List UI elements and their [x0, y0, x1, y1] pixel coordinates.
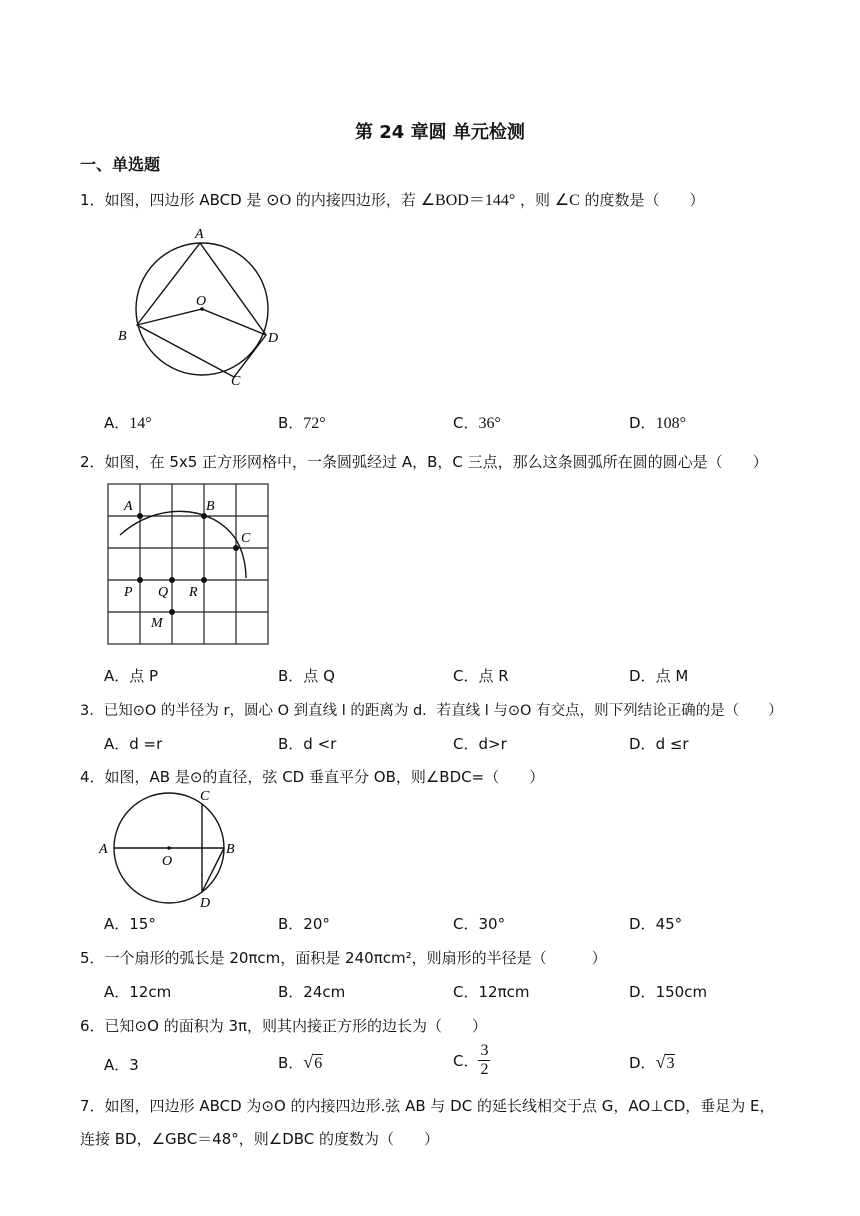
- question-1: [80, 187, 705, 210]
- sqrt-symbol: √: [655, 1052, 666, 1072]
- question-text: 如图，四边形 ABCD 是: [104, 191, 267, 209]
- option-b[interactable]: B．72°: [278, 414, 326, 432]
- point-r: [201, 577, 207, 583]
- sqrt-radicand: 6: [314, 1055, 323, 1072]
- label-p: P: [124, 585, 133, 600]
- q4-figure: [96, 786, 246, 910]
- question-number: 3．: [80, 703, 104, 719]
- angle-expression: ∠BOD＝144°: [420, 192, 516, 209]
- option-c[interactable]: C．点 R: [453, 667, 509, 685]
- label-o: O: [196, 294, 207, 309]
- option-d[interactable]: D．45°: [629, 915, 683, 933]
- label-m: M: [151, 616, 163, 631]
- option-d[interactable]: D．点 M: [629, 667, 689, 685]
- label-c: C: [200, 789, 210, 804]
- arc: [120, 511, 246, 578]
- label-b: B: [206, 499, 215, 514]
- q5-options: [104, 981, 804, 1003]
- point-c: [233, 545, 239, 551]
- point-p: [137, 577, 143, 583]
- question-number: 7．: [80, 1097, 105, 1115]
- label-a: A: [99, 842, 108, 857]
- question-number: 4．: [80, 768, 105, 786]
- question-text: ，则: [515, 191, 555, 209]
- option-b[interactable]: B．点 Q: [278, 667, 335, 685]
- question-number: 5．: [80, 949, 105, 967]
- question-text: 如图，在 5x5 正方形网格中，一条圆弧经过 A，B，C 三点，那么这条圆弧所在圆的圆心是（ ）: [104, 453, 768, 471]
- point-a: [137, 513, 143, 519]
- circle-symbol: ⊙O: [266, 192, 292, 209]
- option-a[interactable]: A．d =r: [104, 735, 163, 753]
- question-text: 的度数是（ ）: [579, 191, 705, 209]
- option-a[interactable]: A．15°: [104, 915, 156, 933]
- option-a[interactable]: A．12cm: [104, 983, 172, 1001]
- option-b[interactable]: B．√6: [278, 1052, 323, 1072]
- point-q: [169, 577, 175, 583]
- question-2: [80, 451, 768, 472]
- question-number: 2．: [80, 453, 105, 471]
- question-7-line-2: 连接 BD，∠GBC＝48°，则∠DBC 的度数为（ ）: [80, 1130, 440, 1148]
- label-o: O: [162, 854, 173, 869]
- option-c[interactable]: C．30°: [453, 915, 506, 933]
- question-number: 6．: [80, 1017, 105, 1035]
- label-d: D: [268, 331, 279, 346]
- option-c[interactable]: C．d>r: [453, 735, 507, 753]
- label-c: C: [241, 531, 251, 546]
- option-a[interactable]: A．3: [104, 1056, 139, 1074]
- label-b: B: [118, 329, 127, 344]
- option-b[interactable]: B．24cm: [278, 983, 346, 1001]
- sqrt-radicand: 3: [666, 1055, 675, 1072]
- question-text: 已知⊙O 的半径为 r，圆心 O 到直线 l 的距离为 d．若直线 l 与⊙O 有交点，则下列结论正确的是（ ）: [103, 703, 783, 719]
- option-c[interactable]: C．12πcm: [453, 983, 530, 1001]
- sqrt-symbol: √: [303, 1052, 314, 1072]
- q1-figure: [110, 222, 290, 392]
- label-q: Q: [158, 585, 169, 600]
- document-title: 第 24 章圆 单元检测: [355, 122, 525, 143]
- question-3: [80, 699, 783, 720]
- option-c[interactable]: C． $\frac{3}{2}$: [453, 1042, 489, 1078]
- segment-bd: [202, 848, 224, 892]
- question-7: [80, 1095, 775, 1116]
- label-c: C: [231, 374, 241, 389]
- label-a: A: [195, 227, 204, 242]
- radius-lines: [137, 309, 266, 335]
- angle-c: ∠C: [554, 192, 580, 209]
- question-text: 如图，四边形 ABCD 为⊙O 的内接四边形.弦 AB 与 DC 的延长线相交于点 G，AO⊥CD，垂足为 E，: [104, 1097, 775, 1115]
- point-m: [169, 609, 175, 615]
- question-text: 已知⊙O 的面积为 3π，则其内接正方形的边长为（ ）: [104, 1017, 488, 1035]
- question-text: 的内接四边形，若: [291, 191, 421, 209]
- option-c[interactable]: C．36°: [453, 414, 501, 432]
- question-number: 1．: [80, 191, 105, 209]
- q1-options: [104, 412, 804, 434]
- option-a[interactable]: A．点 P: [104, 667, 159, 685]
- question-6: [80, 1015, 487, 1036]
- label-b: B: [226, 842, 235, 857]
- q2-grid-figure: [100, 478, 280, 650]
- option-d[interactable]: D．√3: [629, 1052, 675, 1072]
- option-d[interactable]: D．108°: [629, 414, 686, 432]
- question-4: [80, 766, 544, 787]
- fraction: $\frac{3}{2}$: [480, 1042, 489, 1078]
- q3-options: [104, 733, 804, 755]
- question-5: [80, 947, 607, 968]
- option-b[interactable]: B．d <r: [278, 735, 337, 753]
- question-text: 如图，AB 是⊙的直径，弦 CD 垂直平分 OB，则∠BDC=（ ）: [104, 768, 545, 786]
- option-d[interactable]: D．d ≤r: [629, 735, 689, 753]
- q2-options: [104, 665, 804, 687]
- label-r: R: [189, 585, 198, 600]
- option-b[interactable]: B．20°: [278, 915, 330, 933]
- q6-options: [104, 1042, 804, 1086]
- section-heading: 一、单选题: [80, 155, 161, 174]
- q4-options: [104, 913, 804, 935]
- option-d[interactable]: D．150cm: [629, 983, 708, 1001]
- label-a: A: [124, 499, 133, 514]
- label-d: D: [200, 896, 211, 910]
- option-a[interactable]: A．14°: [104, 414, 152, 432]
- question-text: 一个扇形的弧长是 20πcm，面积是 240πcm²，则扇形的半径是（ ）: [104, 949, 607, 967]
